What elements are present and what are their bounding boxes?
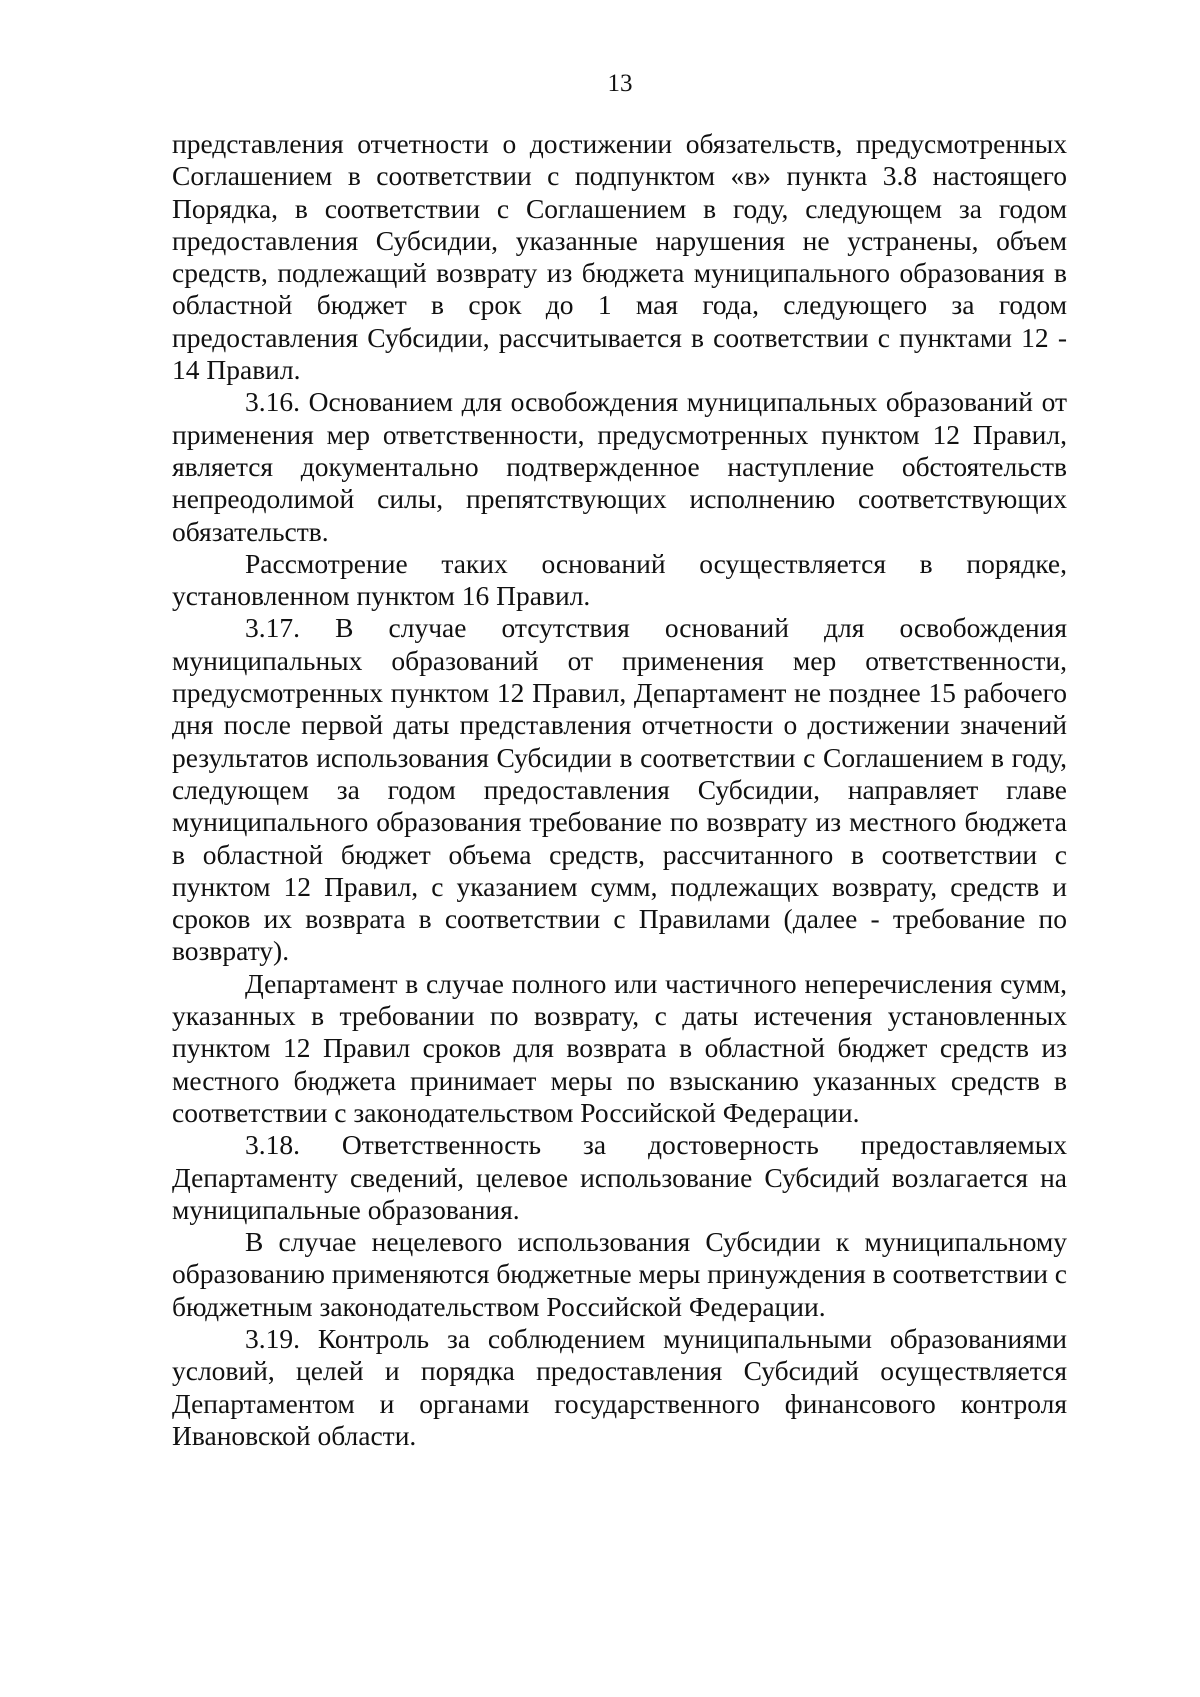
paragraph-3-17: 3.17. В случае отсутствия оснований для освобождения муниципальных образований от применения мер ответственности, предусмотренных пунктом 12 Правил, Департамент не позднее 15 рабочего дня после первой даты представления отчетности о достижении значений результатов использования Субсидии в соответствии с Соглашением в году, следующем за годом предоставления Субсидии, направляет главе муниципального образования требование по возврату из местного бюджета в областной бюджет объема средств, рассчитанного в соответствии с пунктом 12 Правил, с указанием сумм, подлежащих возврату, средств и сроков их возврата в соответствии с Правилами (далее - требование по возврату). (172, 612, 1067, 967)
paragraph-department-recovery: Департамент в случае полного или частичного неперечисления сумм, указанных в требовании по возврату, с даты истечения установленных пунктом 12 Правил сроков для возврата в областной бюджет средств из местного бюджета принимает меры по взысканию указанных средств в соответствии с законодательством Российской Федерации. (172, 967, 1067, 1128)
document-body (172, 128, 1067, 1452)
paragraph-continuation: представления отчетности о достижении обязательств, предусмотренных Соглашением в соответствии с подпунктом «в» пункта 3.8 настоящего Порядка, в соответствии с Соглашением в году, следующем за годом предоставления Субсидии, указанные нарушения не устранены, объем средств, подлежащий возврату из бюджета муниципального образования в областной бюджет в срок до 1 мая года, следующего за годом предоставления Субсидии, рассчитывается в соответствии с пунктами 12 - 14 Правил. (172, 128, 1067, 386)
page-number: 13 (607, 70, 633, 97)
paragraph-3-19: 3.19. Контроль за соблюдением муниципальными образованиями условий, целей и порядка предоставления Субсидий осуществляется Департаментом и органами государственного финансового контроля Ивановской области. (172, 1322, 1067, 1451)
paragraph-3-18: 3.18. Ответственность за достоверность предоставляемых Департаменту сведений, целевое использование Субсидий возлагается на муниципальные образования. (172, 1129, 1067, 1225)
paragraph-3-16: 3.16. Основанием для освобождения муниципальных образований от применения мер ответственности, предусмотренных пунктом 12 Правил, является документально подтвержденное наступление обстоятельств непреодолимой силы, препятствующих исполнению соответствующих обязательств. (172, 386, 1067, 547)
paragraph-review-grounds: Рассмотрение таких оснований осуществляется в порядке, установленном пунктом 16 Правил. (172, 547, 1067, 612)
paragraph-misuse-measures: В случае нецелевого использования Субсидии к муниципальному образованию применяются бюджетные меры принуждения в соответствии с бюджетным законодательством Российской Федерации. (172, 1226, 1067, 1322)
